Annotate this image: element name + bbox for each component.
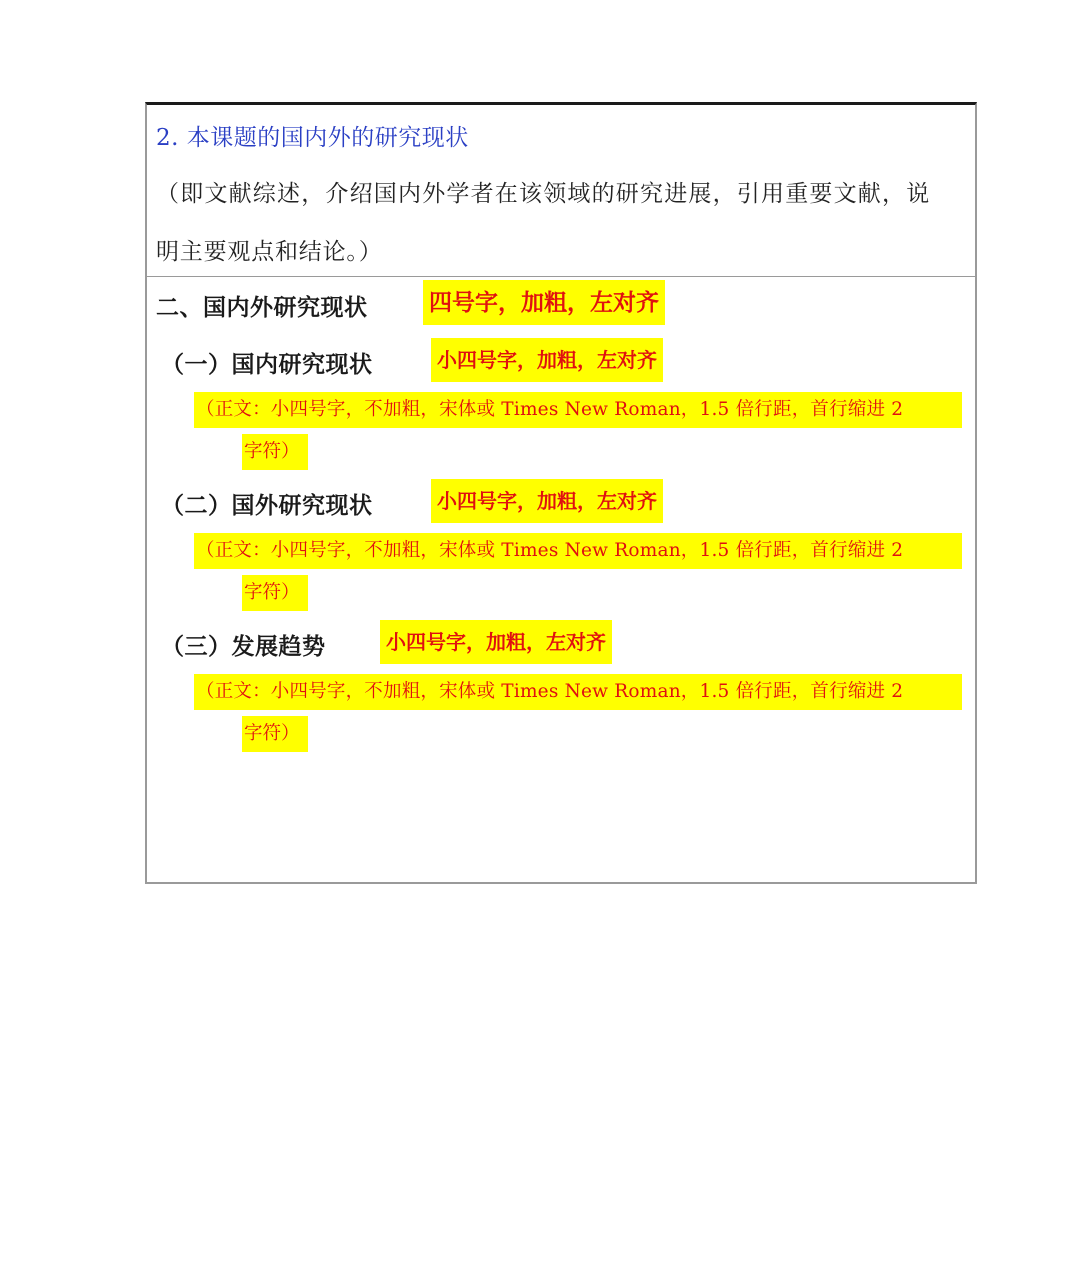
- section-title: 2. 本课题的国内外的研究现状: [156, 125, 469, 151]
- subsection-heading-domestic: （一）国内研究现状: [161, 351, 373, 378]
- subsection-heading-trends: （三）发展趋势: [161, 633, 326, 660]
- instruction-text-line-1: （即文献综述，介绍国内外学者在该领域的研究进展，引用重要文献，说: [156, 181, 931, 207]
- body-format-note-line-1: （正文：小四号字，不加粗，宋体或 Times New Roman，1.5 倍行距，首行缩进 2: [194, 533, 962, 569]
- main-heading: 二、国内外研究现状: [156, 294, 368, 321]
- subsection-format-note: 小四号字，加粗，左对齐: [431, 338, 663, 382]
- subsection-heading-foreign: （二）国外研究现状: [161, 492, 373, 519]
- section-header-cell: [147, 105, 975, 277]
- body-format-note-line-1: （正文：小四号字，不加粗，宋体或 Times New Roman，1.5 倍行距，首行缩进 2: [194, 674, 962, 710]
- body-format-note-line-2: 字符）: [242, 575, 308, 611]
- subsection-format-note: 小四号字，加粗，左对齐: [431, 479, 663, 523]
- subsection-format-note: 小四号字，加粗，左对齐: [380, 620, 612, 664]
- body-format-note-line-2: 字符）: [242, 434, 308, 470]
- main-heading-format-note: 四号字，加粗，左对齐: [423, 280, 665, 325]
- instruction-text-line-2: 明主要观点和结论。）: [156, 239, 383, 265]
- body-format-note-line-1: （正文：小四号字，不加粗，宋体或 Times New Roman，1.5 倍行距，首行缩进 2: [194, 392, 962, 428]
- body-format-note-line-2: 字符）: [242, 716, 308, 752]
- research-status-table: [145, 102, 977, 884]
